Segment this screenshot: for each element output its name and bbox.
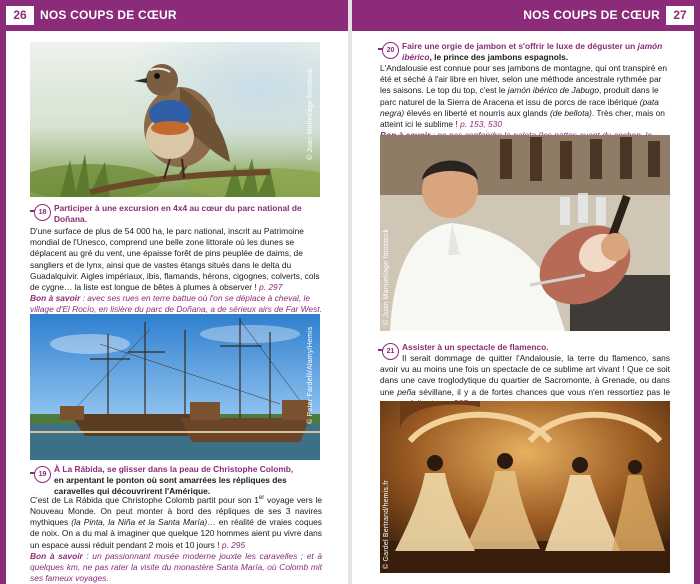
jambon-title-line-1: Faire une orgie de jambon et s'offrir le luxe de déguster un: [402, 41, 636, 51]
rabida-text-3: … en réalité de vraies coques de noix. On a du mal à imaginer que quelque 120 hommes aient pu vivre dans un espace aussi réduit pendant 2 mois et 10 jours !: [30, 517, 322, 550]
flamenco-illustration: [380, 401, 670, 573]
donana-description: D'une surface de plus de 54 000 ha, le parc national, inscrit au Patrimoine mondial de l'Unesco, comprend une belle zone littorale où les dunes se déplacent au gré du vent, une épaisse forêt de pins peuplée de daims, de sangliers et de lynx, ainsi que de vastes étangs situés dans le delta du Guadalquivir. Aigles impériaux, ibis, flamands, hérons, cigognes, colverts, cols de cygne… la liste est longue de bêtes à plumes à observer !: [30, 226, 320, 293]
donana-title-line-1: Participer à une excursion en 4x4 au cœur du parc national de: [54, 203, 302, 213]
rabida-ship-names: (la Pinta, la Niña et la Santa María): [71, 517, 208, 528]
ships-photo-credit: © Peter Fardelli/Alamy/Hemis: [307, 326, 314, 424]
item-number-badge: 19: [34, 466, 51, 483]
ships-illustration: [30, 314, 320, 460]
flamenco-show-photo: [380, 401, 670, 573]
rabida-body: [30, 493, 322, 584]
flamenco-photo-credit: © Gardel Bertrand/hemis.fr: [383, 480, 390, 569]
right-page-edge: [694, 31, 700, 584]
jambon-text-3: élevés en liberté et nourris aux glands: [404, 107, 550, 118]
left-page-header: [0, 0, 348, 31]
flamenco-title-text: Assister à un spectacle de flamenco.: [402, 342, 549, 352]
right-page-number: 27: [666, 6, 694, 25]
rabida-bon-a-savoir-text: : un passionnant musée moderne jouxte les caravelles ; et à quelques km, ne pas rater la visite du monastère Santa María, où Colomb mit ses fameux voyages.: [30, 550, 322, 584]
caravel-replicas-photo: [30, 314, 320, 460]
item-number-badge: 20: [382, 42, 399, 59]
left-running-title: NOS COUPS DE CŒUR: [40, 8, 177, 22]
jambon-text-em-1: jamón ibérico de Jabugo: [507, 85, 600, 96]
left-page: [6, 31, 348, 584]
jambon-title-line-2: , le prince des jambons espagnols.: [429, 52, 569, 63]
jambon-text-em-2: (pata negra): [380, 96, 659, 118]
flamenco-title: [402, 342, 670, 353]
rabida-text-1: C'est de La Rábida que Christophe Colomb partit pour son 1: [30, 494, 259, 505]
ham-carver-photo: [380, 135, 670, 331]
item-number-badge: 18: [34, 204, 51, 221]
right-running-title: NOS COUPS DE CŒUR: [523, 8, 660, 22]
donana-title: [54, 203, 322, 225]
rabida-ordinal: er: [258, 495, 265, 501]
donana-bon-a-savoir-label: Bon à savoir: [30, 293, 81, 304]
jambon-text-2: , produit dans le parc naturel de la Sierra de Aracena et issu de porcs de race ibérique: [380, 85, 659, 107]
jambon-title: [402, 41, 670, 63]
rabida-text-2: voyage vers le Nouveau Monde. On peut monter à bord des répliques de ses 3 navires mythiques: [30, 494, 323, 528]
jambon-text-4: . Très cher, mais on atteint ici le sublime !: [380, 107, 665, 130]
bird-photo-credit: © Juan Mollet/age fotostock: [307, 68, 314, 160]
donana-title-line-2: Doñana.: [54, 214, 88, 225]
item-number-badge: 21: [382, 343, 399, 360]
donana-page-ref: p. 297: [259, 282, 283, 293]
flamenco-text-1: Il serait dommage de quitter l'Andalousie, la terre du flamenco, sans avoir vu au moins une fois un spectacle de ce sublime art vivant ! Que ce soit dans une cave troglodytique du quartier de Sacromonte, à Grenade, ou dans une: [380, 353, 670, 397]
rabida-bon-a-savoir-label: Bon à savoir: [30, 550, 83, 561]
jambon-title-emphasis: jamón ibérico: [402, 41, 663, 63]
jambon-page-ref: p. 153, 530: [460, 119, 502, 130]
rabida-page-ref: p. 295: [221, 539, 246, 550]
bluethroat-bird-photo: [30, 42, 320, 197]
donana-bon-a-savoir-text: : avec ses rues en terre battue où l'on se déplace à cheval, le village d'El Rocío, en lisière du parc de Doñana, a de sérieux airs de Far West.: [30, 293, 322, 315]
rabida-title-line-1: À La Rábida, se glisser dans la peau de Christophe Colomb,: [54, 464, 294, 474]
jambon-text-em-3: (de bellota): [549, 107, 592, 118]
jambon-text-1: L'Andalousie est connue pour ses jambons de montagne, qui ont transpiré en été et séché à l'air libre en hiver, selon une méthode ancestrale rythmée par les saisons. Le top du top, c'est le: [380, 63, 668, 96]
left-page-number: 26: [6, 6, 34, 25]
ham-illustration: [380, 135, 670, 331]
bird-illustration: [30, 42, 320, 197]
rabida-title-line-2: en arpentant le ponton où sont amarrées les répliques des caravelles qui découvrirent l'Amérique.: [54, 475, 287, 497]
right-page: [352, 31, 694, 584]
flamenco-text-2: sévillane, il y a de fortes chances que vous n'en ressortiez pas le: [419, 386, 670, 397]
right-page-header: [352, 0, 700, 31]
flamenco-text-em: peña: [397, 386, 416, 397]
ham-photo-credit: © Juan Manuel/age fotostock: [383, 228, 390, 325]
